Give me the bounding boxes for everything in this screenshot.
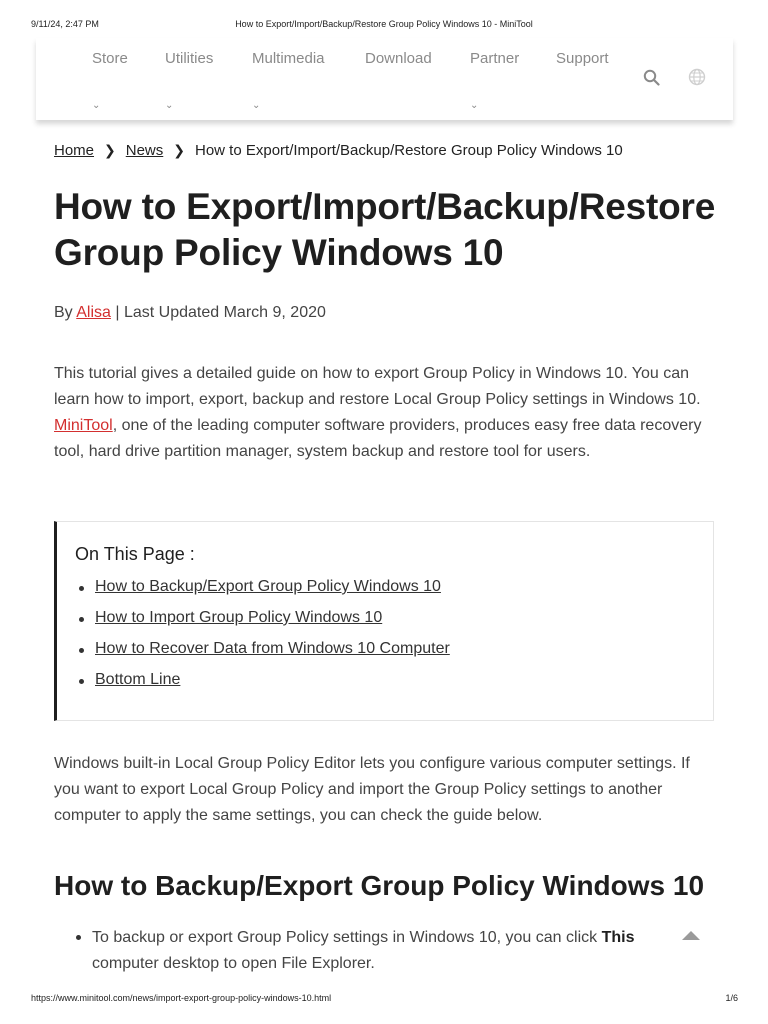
print-page-number: 1/6 bbox=[725, 993, 738, 1003]
breadcrumb-current: How to Export/Import/Backup/Restore Group Policy Windows 10 bbox=[195, 142, 623, 159]
list-item: To backup or export Group Policy settings in Windows 10, you can click This computer desktop to open File Explorer. bbox=[92, 925, 682, 977]
print-url: https://www.minitool.com/news/import-export-group-policy-windows-10.html bbox=[31, 993, 332, 1003]
chevron-down-icon[interactable]: ⌄ bbox=[165, 100, 174, 111]
toc-link-bottom-line[interactable]: Bottom Line bbox=[95, 671, 181, 688]
breadcrumb bbox=[54, 142, 623, 159]
globe-icon[interactable] bbox=[688, 68, 706, 91]
chevron-right-icon: ❯ bbox=[173, 142, 185, 158]
nav-item-partner[interactable]: Partner bbox=[470, 50, 520, 67]
print-doc-title: How to Export/Import/Backup/Restore Group Policy Windows 10 - MiniTool bbox=[235, 19, 533, 29]
table-of-contents bbox=[54, 521, 714, 721]
toc-item bbox=[95, 640, 450, 671]
last-updated: | Last Updated March 9, 2020 bbox=[115, 304, 326, 321]
nav-item-multimedia[interactable]: Multimedia bbox=[252, 50, 325, 67]
nav-item-download[interactable]: Download bbox=[365, 50, 432, 67]
intro-paragraph: This tutorial gives a detailed guide on how to export Group Policy in Windows 10. You can learn how to import, export, backup and restore Local Group Policy settings in Windows 10. MiniTool, one of the leading computer software providers, produces easy free data recovery tool, hard drive partition manager, system backup and restore tool for users. bbox=[54, 365, 702, 460]
chevron-down-icon[interactable]: ⌄ bbox=[252, 100, 261, 111]
chevron-down-icon[interactable]: ⌄ bbox=[92, 100, 101, 111]
toc-list bbox=[95, 578, 450, 702]
caret-up-icon bbox=[678, 922, 704, 948]
search-icon[interactable] bbox=[643, 69, 660, 91]
byline-by: By bbox=[54, 304, 73, 321]
page-title bbox=[54, 184, 734, 276]
this-pc-bold: This bbox=[601, 929, 635, 946]
breadcrumb-home-link[interactable]: Home bbox=[54, 142, 95, 159]
author-link[interactable]: Alisa bbox=[76, 304, 111, 321]
print-datetime: 9/11/24, 2:47 PM bbox=[31, 19, 99, 29]
toc-link-backup-export[interactable]: How to Backup/Export Group Policy Windows 10 bbox=[95, 578, 441, 595]
page-title-line2: Group Policy Windows 10 bbox=[54, 232, 504, 273]
nav-item-utilities[interactable]: Utilities bbox=[165, 50, 214, 67]
top-navbar bbox=[36, 38, 733, 120]
chevron-down-icon[interactable]: ⌄ bbox=[470, 100, 479, 111]
toc-link-recover-data[interactable]: How to Recover Data from Windows 10 Computer bbox=[95, 640, 450, 657]
body-paragraph: Windows built-in Local Group Policy Editor lets you configure various computer settings. If you want to export Local Group Policy and import the Group Policy settings to another computer to apply the same settings, you can check the guide below. bbox=[54, 755, 690, 824]
minitool-link[interactable]: MiniTool bbox=[54, 417, 113, 434]
byline bbox=[54, 304, 326, 322]
toc-item bbox=[95, 578, 450, 609]
nav-item-support[interactable]: Support bbox=[556, 50, 609, 67]
toc-item bbox=[95, 609, 450, 640]
chevron-right-icon: ❯ bbox=[104, 142, 116, 158]
toc-item bbox=[95, 671, 450, 702]
page-title-line1: How to Export/Import/Backup/Restore bbox=[54, 186, 716, 227]
toc-title: On This Page : bbox=[75, 544, 195, 564]
scroll-to-top-button[interactable] bbox=[678, 922, 704, 948]
breadcrumb-news-link[interactable]: News bbox=[125, 142, 164, 159]
toc-link-import[interactable]: How to Import Group Policy Windows 10 bbox=[95, 609, 383, 626]
nav-item-store[interactable]: Store bbox=[92, 50, 128, 67]
section-heading: How to Backup/Export Group Policy Windows 10 bbox=[54, 870, 705, 901]
